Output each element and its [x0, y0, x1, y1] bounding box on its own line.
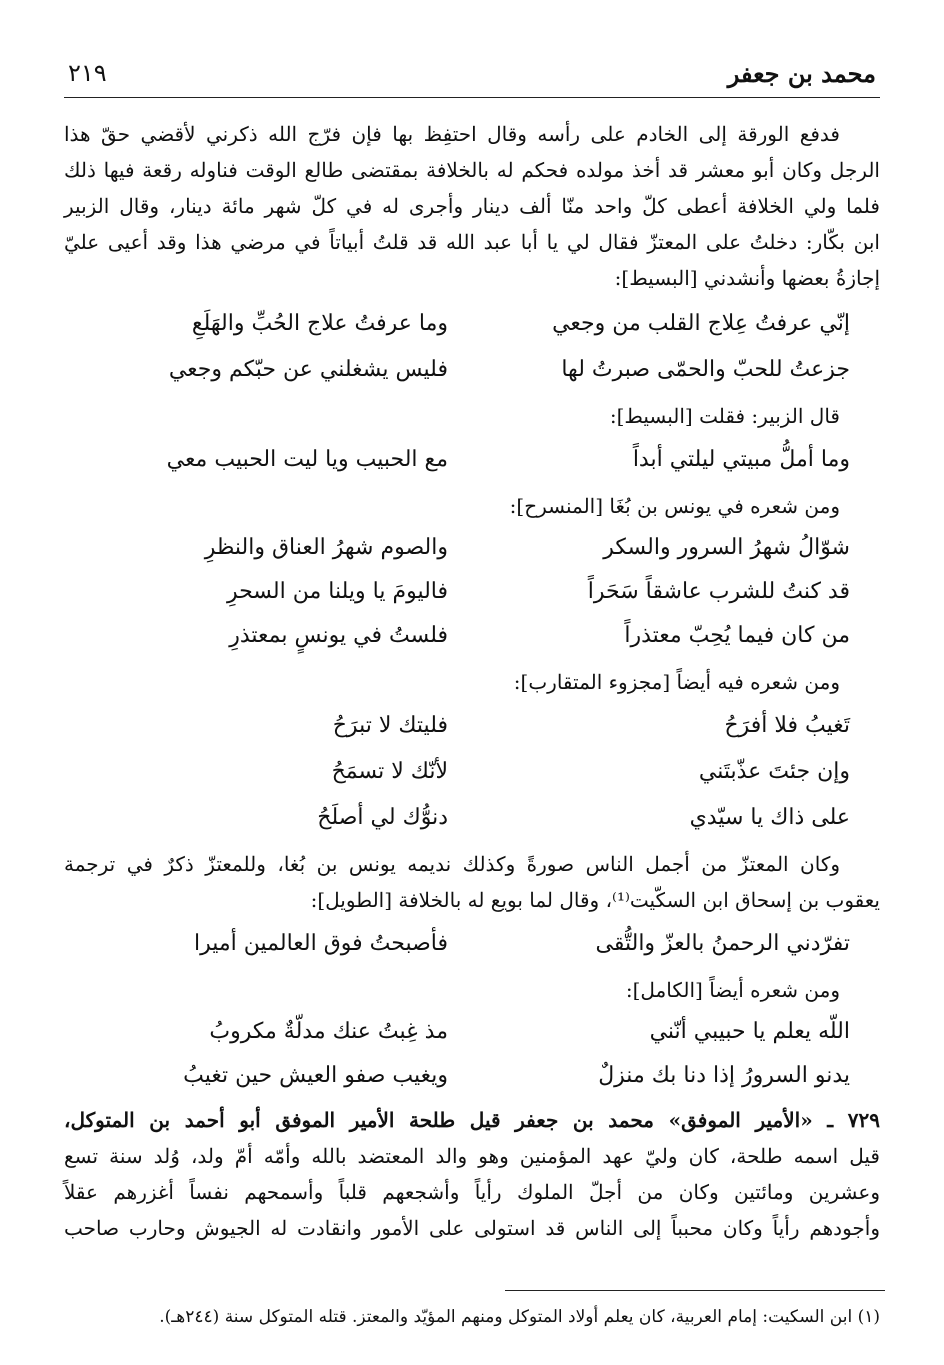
verse: [64, 706, 880, 746]
verse: [64, 798, 880, 838]
verse-right-hemistich: من كان فيما يُحِبّ معتذراً: [624, 623, 850, 648]
page-header: [64, 55, 880, 98]
verse-left-hemistich: ويغيب صفو العيش حين تغيبُ: [183, 1063, 448, 1088]
text-line: فدفع الورقة إلى الخادم على رأسه وقال احتفِظ بها فإن فرّج الله ذكرني لأقضي حقّ هذا: [64, 122, 840, 146]
footnote-divider: [505, 1290, 885, 1291]
poem-intro: ومن شعره أيضاً [الكامل]:: [625, 978, 840, 1002]
verse-right-hemistich: تفرّدني الرحمنُ بالعزّ والتُّقى: [595, 931, 850, 956]
verse: [64, 924, 880, 964]
biography-heading: ٧٢٩ ـ «الأمير الموفق» محمد بن جعفر قيل طلحة الأمير الموفق أبو أحمد بن المتوكل،: [64, 1108, 880, 1132]
poem-intro: قال الزبير: فقلت [البسيط]:: [609, 404, 840, 428]
text-line: وكان المعتزّ من أجمل الناس صورةً وكذلك نديمه يونس بن بُغا، وللمعتزّ ذكرٌ في ترجمة: [64, 852, 840, 876]
poem-intro: ومن شعره في يونس بن بُغَا [المنسرح]:: [509, 494, 840, 518]
verse-left-hemistich: مع الحبيب ويا ليت الحبيب معي: [166, 447, 448, 472]
verse: [64, 350, 880, 390]
text-line: ابن بكّار: دخلتُ على المعتزّ فقال لي يا أبا عبد الله قد قلتُ أبياتاً في مرضي هذا وقد أعيى عليّ: [64, 230, 880, 254]
verse-right-hemistich: وما أملُّ مبيتي ليلتي أبداً: [632, 447, 850, 472]
poem-intro: ومن شعره فيه أيضاً [مجزوء المتقارب]:: [513, 670, 840, 694]
verse: [64, 528, 880, 568]
text-line: قيل اسمه طلحة، كان وليّ عهد المؤمنين وهو والد المعتضد بالله وأمّه أمّ ولد، وُلد سنة تسع: [64, 1144, 880, 1168]
verse: [64, 1012, 880, 1052]
verse-left-hemistich: فليس يشغلني عن حبّكم وجعي: [168, 357, 448, 382]
verse: [64, 616, 880, 656]
verse: [64, 1056, 880, 1096]
verse-left-hemistich: لأنّك لا تسمَحُ: [331, 759, 448, 784]
verse-left-hemistich: دنوُّك لي أصلَحُ: [317, 805, 448, 830]
text-line: وأجودهم رأياً وكان محبباً إلى الناس قد استولى على الأمور وانقادت له الجيوش وحارب صاحب: [64, 1216, 880, 1240]
verse-right-hemistich: على ذاك يا سيّدي: [689, 805, 850, 830]
verse-right-hemistich: جزعتُ للحبّ والحمّى صبرتُ لها: [561, 357, 850, 382]
page-number: ٢١٩: [68, 59, 107, 87]
verse-right-hemistich: وإن جئتَ عذّبتَني: [698, 759, 850, 784]
verse-right-hemistich: إنّي عرفتُ عِلاج القلب من وجعي: [552, 311, 850, 336]
text-line: الرجل وكان أبو معشر قد أخذ مولده فحكم له بالخلافة بمقتضى طالع الوقت فناوله رقعة فيها ذلك: [64, 158, 880, 182]
verse-right-hemistich: اللّه يعلم يا حبيبي أنّني: [649, 1019, 850, 1044]
verse-right-hemistich: تَغيبُ فلا أفرَحُ: [724, 713, 850, 738]
footnote: (١) ابن السكيت: إمام العربية، كان يعلم أولاد المتوكل ومنهم المؤيّد والمعتز. قتله المتوكل سنة (٢٤٤هـ).: [159, 1307, 880, 1327]
running-title: محمد بن جعفر: [727, 59, 876, 88]
verse-left-hemistich: فاليومَ يا ويلنا من السحرِ: [226, 579, 448, 604]
verse-right-hemistich: يدنو السرورُ إذا دنا بك منزلٌ: [598, 1063, 850, 1088]
verse-left-hemistich: والصوم شهرُ العناق والنظرِ: [204, 535, 448, 560]
verse-left-hemistich: فليتك لا تبرَحُ: [332, 713, 448, 738]
verse-left-hemistich: فلستُ في يونسٍ بمعتذرِ: [229, 623, 448, 648]
text-line: وعشرين ومائتين وكان من أجلّ الملوك رأياً وأشجعهم قلباً وأسمحهم نفساً أغزرهم عقلاً: [64, 1180, 880, 1204]
verse-right-hemistich: قد كنتُ للشرب عاشقاً سَحَراً: [587, 579, 850, 604]
verse: [64, 440, 880, 480]
verse-left-hemistich: فأصبحتُ فوق العالمين أميرا: [194, 931, 448, 956]
verse: [64, 304, 880, 344]
text-line: يعقوب بن إسحاق ابن السكّيت⁽¹⁾، وقال لما بويع له بالخلافة [الطويل]:: [310, 888, 880, 912]
verse: [64, 572, 880, 612]
verse: [64, 752, 880, 792]
verse-right-hemistich: شوّالُ شهرُ السرور والسكر: [603, 535, 850, 560]
text-line: فلما ولي الخلافة أعطى كلّ واحد منّا ألف دينار وأجرى له في كلّ شهر مائة دينار، وقال الزبير: [64, 194, 880, 218]
verse-left-hemistich: وما عرفتُ علاج الحُبِّ والهَلَعِ: [191, 311, 448, 336]
text-line: إجازةُ بعضها وأنشدني [البسيط]:: [614, 266, 880, 290]
verse-left-hemistich: مذ غِبتُ عنك مدلّةٌ مكروبُ: [209, 1019, 448, 1044]
